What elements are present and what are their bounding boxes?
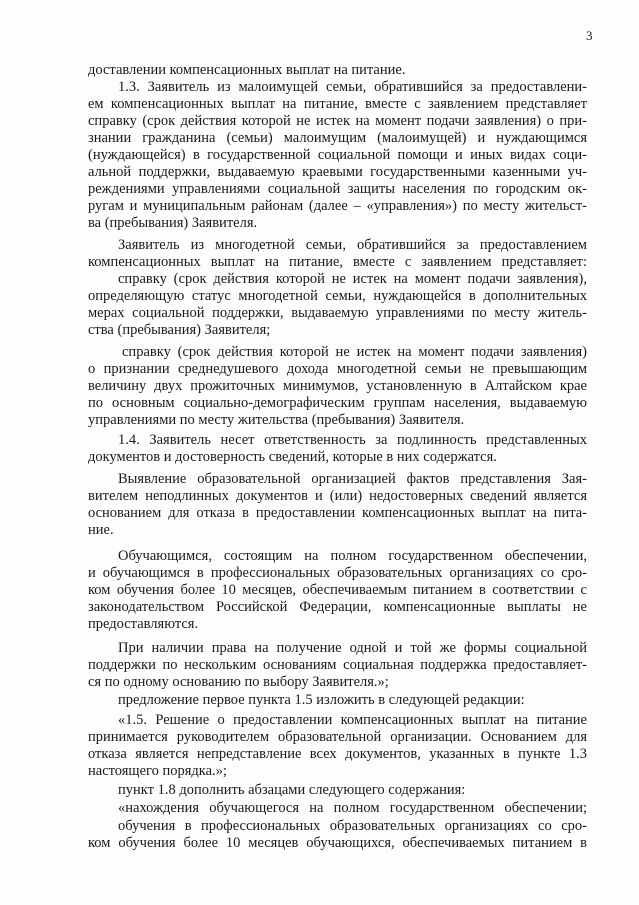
- text-line: отказа является непредставление всех документов, указанных в пункте 1.3: [88, 746, 587, 762]
- text-line: Выявление образовательной организацией фактов представления Зая-: [118, 471, 587, 487]
- page-number: 3: [586, 28, 593, 43]
- text-line: знании гражданина (семьи) малоимущим (малоимущей) и нуждающимся: [88, 130, 587, 146]
- text-line: пункт 1.8 дополнить абзацами следующего содержания:: [118, 782, 466, 798]
- text-line: и обучающимся в профессиональных образовательных организациях со сро-: [88, 565, 587, 581]
- text-line: величину двух прожиточных минимумов, установленную в Алтайском крае: [88, 378, 587, 394]
- text-line: «1.5. Решение о предоставлении компенсационных выплат на питание: [118, 712, 587, 728]
- text-line: справку (срок действия которой не истек на момент подачи заявления),: [118, 271, 587, 287]
- text-line: реждениями управлениями социальной защиты населения по городским ок-: [88, 181, 587, 197]
- text-line: мерах социальной поддержки, выдаваемую управлениями по месту житель-: [88, 305, 587, 321]
- text-line: «нахождения обучающегося на полном государственном обеспечении;: [118, 800, 587, 816]
- text-line: альной поддержки, выдаваемую краевыми государственными казенными уч-: [88, 164, 587, 180]
- text-line: по основным социально-демографическим группам населения, выдаваемую: [88, 395, 587, 411]
- text-line: основанием для отказа в предоставлении компенсационных выплат на пита-: [88, 505, 587, 521]
- text-line: законодательством Российской Федерации, компенсационные выплаты не: [88, 599, 587, 615]
- text-line: справку (срок действия которой не истек на момент подачи заявления) о при-: [88, 113, 587, 129]
- text-line: о признании среднедушевого дохода многодетной семьи не превышающим: [88, 361, 587, 377]
- text-line: Заявитель из многодетной семьи, обратившийся за предоставлением: [118, 237, 587, 253]
- text-line: При наличии права на получение одной и той же формы социальной: [118, 640, 587, 656]
- text-line: вителем неподлинных документов и (или) недостоверных сведений является: [88, 488, 587, 504]
- text-line: предоставляются.: [88, 616, 199, 632]
- text-line: ся по одному основанию по выбору Заявителя.»;: [88, 674, 389, 690]
- text-line: ком обучения более 10 месяцев обучающихся, обеспечиваемых питанием в: [88, 835, 587, 851]
- text-line: справку (срок действия которой не истек на момент подачи заявления): [122, 344, 587, 360]
- text-line: ние.: [88, 522, 114, 538]
- text-line: ругам и муниципальным районам (далее – «управления») по месту жительст-: [88, 198, 587, 214]
- text-line: определяющую статус многодетной семьи, нуждающейся в дополнительных: [88, 288, 587, 304]
- text-line: компенсационных выплат на питание, вместе с заявлением представляет:: [88, 254, 587, 270]
- text-line: настоящего порядка.»;: [88, 763, 227, 779]
- text-line: обучения в профессиональных образовательных организациях со сро-: [118, 818, 587, 834]
- text-line: 1.3. Заявитель из малоимущей семьи, обратившийся за предоставлени-: [118, 79, 587, 95]
- text-line: ва (пребывания) Заявителя.: [88, 215, 258, 231]
- text-line: (нуждающейся) в государственной социальной помощи и иных видах соци-: [88, 147, 587, 163]
- text-line: принимается руководителем образовательной организации. Основанием для: [88, 729, 587, 745]
- text-line: 1.4. Заявитель несет ответственность за подлинность представленных: [118, 432, 587, 448]
- text-line: ства (пребывания) Заявителя;: [88, 322, 271, 338]
- text-line: документов и достоверность сведений, которые в них содержатся.: [88, 449, 497, 465]
- text-line: ком обучения более 10 месяцев, обеспечиваемым питанием в соответствии с: [88, 582, 587, 598]
- text-line: управлениями по месту жительства (пребывания) Заявителя.: [88, 412, 465, 428]
- text-line: доставлении компенсационных выплат на питание.: [88, 62, 406, 78]
- text-line: ем компенсационных выплат на питание, вместе с заявлением представляет: [88, 96, 587, 112]
- text-line: предложение первое пункта 1.5 изложить в следующей редакции:: [118, 692, 525, 708]
- text-line: поддержки по нескольким основаниям социальная поддержка предоставляет-: [88, 657, 587, 673]
- text-line: Обучающимся, состоящим на полном государственном обеспечении,: [118, 548, 587, 564]
